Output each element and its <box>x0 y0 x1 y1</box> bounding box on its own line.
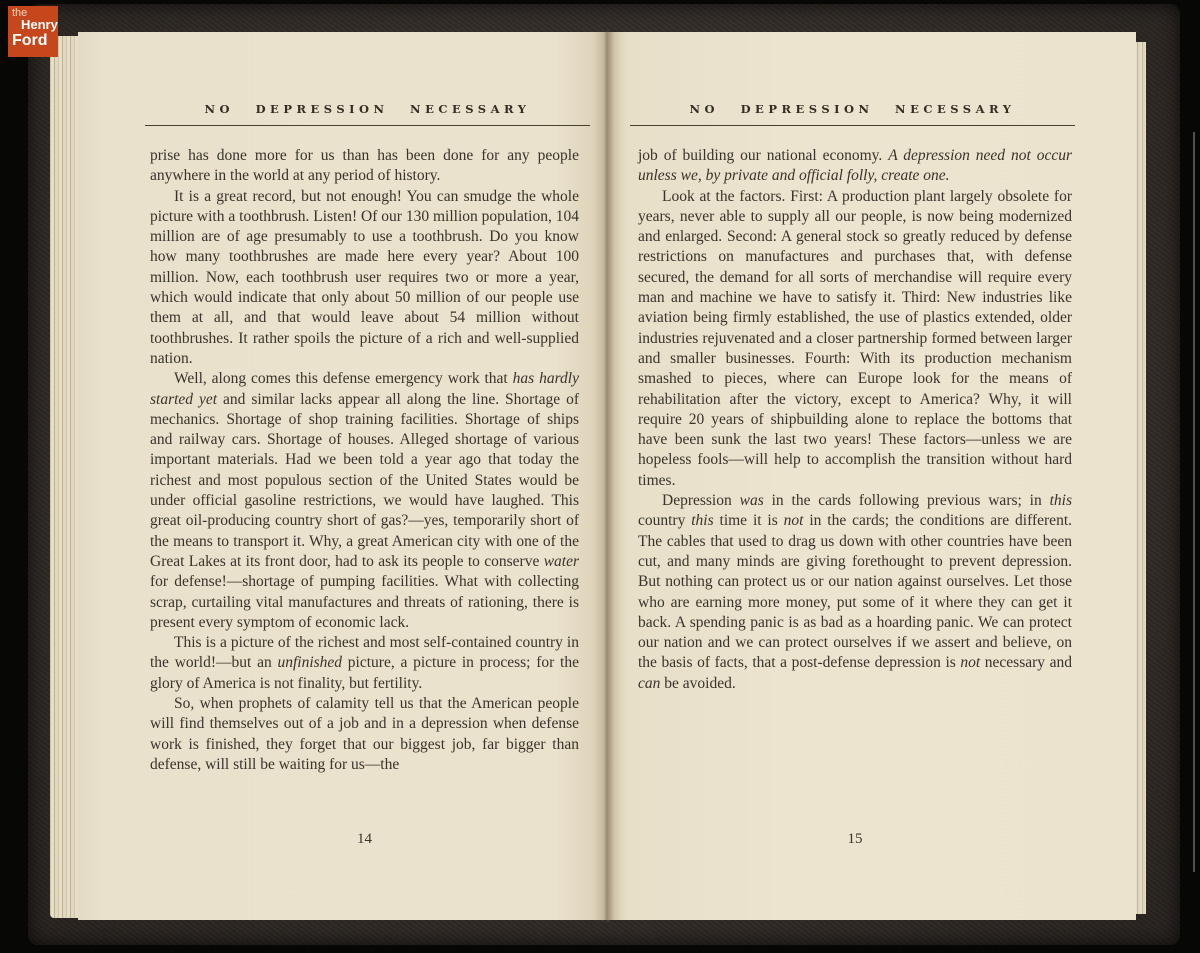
text-run: necessary and <box>980 654 1072 672</box>
paragraph <box>638 491 1072 694</box>
text-run: and similar lacks appear all along the line. Shortage of mechanics. Shortage of shop training facilities. Shortage of ships and railway cars. Shortage of houses. Alleged shortage of various important materials. Had we been told a year ago that today the richest and most populous section of the United States would be under official gasoline restrictions, we would have laughed. This great oil-producing country short of gas?—yes, temporarily short of the means to transport it. Why, a great American city with one of the Great Lakes at its front door, had to ask its people to conserve <box>150 390 579 570</box>
text-run: This is a picture of the richest and most self-contained country in the world!—but an <box>150 634 579 672</box>
text-run: be avoided. <box>660 674 736 692</box>
text-run: Well, along comes this defense emergency work that <box>174 370 513 388</box>
photo-artifact-line <box>1193 132 1195 872</box>
page-number: 14 <box>357 831 372 847</box>
logo-text-ford: Ford <box>12 32 48 49</box>
paragraph <box>150 694 579 775</box>
italic-text-run: has hardly started yet <box>150 370 579 408</box>
book-page-right <box>608 32 1136 920</box>
page-body <box>150 146 579 775</box>
italic-text-run: this <box>691 512 714 530</box>
paragraph <box>150 369 579 633</box>
italic-text-run: A depression need not occur unless we, by private and official folly, create one. <box>638 147 1072 185</box>
page-number: 15 <box>847 831 863 847</box>
running-header: NO DEPRESSION NECESSARY <box>145 102 590 126</box>
text-run: Depression <box>662 492 740 510</box>
text-run: picture, a picture in process; for the glory of America is not finality, but fertility. <box>150 654 579 692</box>
page-body <box>638 146 1072 694</box>
text-run: job of building our national economy. <box>638 147 889 164</box>
italic-text-run: not <box>960 654 981 672</box>
text-run: in the cards; the conditions are different. The cables that used to drag us down with other countries have been cut, and many minds are giving forethought to prevent depression. But nothing can protect us or our nation against ourselves. Let those who are earning more money, put some of it where they can get it back. A spending panic is as bad as a hoarding panic. We can protect our nation and we can protect ourselves if we assert and believe, on the basis of facts, that a post-defense depression is <box>638 512 1072 672</box>
text-run: in the cards following previous wars; in <box>763 492 1050 510</box>
text-run: So, when prophets of calamity tell us that the American people will find themselves out of a job and in a depression when defense work is finished, they forget that our biggest job, far bigger than defense, will still be waiting for us—the <box>150 695 579 773</box>
italic-text-run: water <box>543 552 579 570</box>
logo-text-henry: Henry <box>21 17 58 32</box>
book-page-left <box>78 32 608 920</box>
book-gutter-shadow <box>594 30 622 922</box>
page-fore-edges-left <box>50 36 78 918</box>
text-run: for defense!—shortage of pumping facilities. What with collecting scrap, curtailing vital manufactures and threats of rationing, there is present every symptom of economic lack. <box>150 573 579 631</box>
text-run: It is a great record, but not enough! You can smudge the whole picture with a toothbrush. Listen! Of our 130 million population, 104 million are of age presumably to use a toothbrush. Do you know how many toothbrushes are made here every year? About 100 million. Now, each toothbrush user requires two or more a year, which would indicate that only about 50 million of our people use them at all, and that would leave about 54 million without toothbrushes. It rather spoils the picture of a rich and well-supplied nation. <box>150 187 579 367</box>
paragraph <box>150 187 579 370</box>
italic-text-run: can <box>638 674 661 692</box>
italic-text-run: was <box>739 492 764 510</box>
italic-text-run: this <box>1049 492 1072 510</box>
paragraph <box>638 146 1072 187</box>
text-run: prise has done more for us than has been done for any people anywhere in the world at any period of history. <box>150 147 579 185</box>
italic-text-run: unfinished <box>277 654 343 672</box>
paragraph <box>150 633 579 694</box>
text-run: Look at the factors. First: A production plant largely obsolete for years, never able to supply all our people, is now being modernized and enlarged. Second: A general stock so greatly reduced by defense restrictions on manufactures and purchases that, with defense secured, the demand for all sorts of merchandise will require every man and machine we have to satisfy it. Third: New industries like aviation being firmly established, the use of plastics extended, older industries rejuvenated and a closer partnership formed between larger and smaller businesses. Fourth: With its production mechanism smashed to pieces, where can Europe look for the means of rehabilitation after the victory, except to America? Why, it will require 20 years of shipbuilding alone to replace the bottoms that have been sunk the last two years! These factors—unless we are hopeless fools—will help to accomplish the transition without hard times. <box>638 187 1072 489</box>
text-run: country <box>638 512 692 530</box>
italic-text-run: not <box>783 512 804 530</box>
logo-text-the: the <box>12 7 28 19</box>
paragraph <box>638 187 1072 491</box>
henry-ford-logo <box>8 6 58 57</box>
page-fore-edges-right <box>1135 42 1146 914</box>
text-run: time it is <box>713 512 784 530</box>
running-header: NO DEPRESSION NECESSARY <box>630 102 1075 126</box>
paragraph <box>150 146 579 187</box>
